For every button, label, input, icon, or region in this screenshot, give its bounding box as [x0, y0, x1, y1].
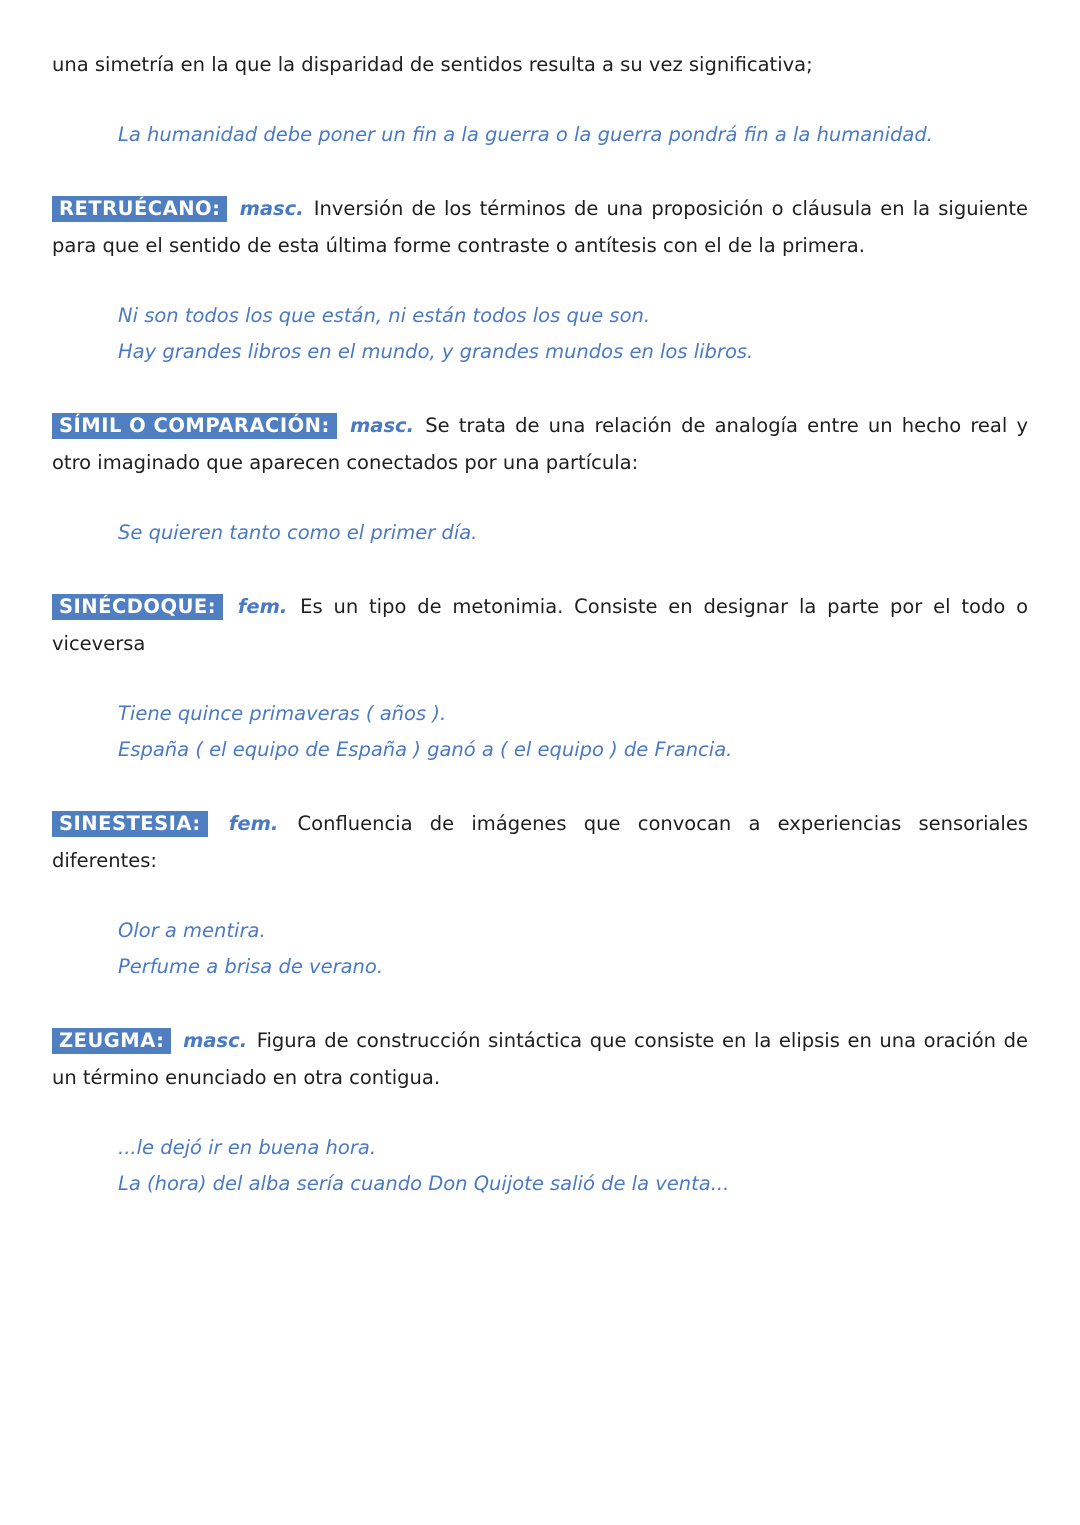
entry-sinestesia	[52, 805, 1028, 985]
examples-list	[118, 298, 1028, 370]
intro-examples	[118, 117, 1028, 153]
entry-paragraph	[52, 588, 1028, 662]
entry-simil	[52, 407, 1028, 551]
entry-paragraph	[52, 1022, 1028, 1096]
definition-text: Confluencia de imágenes que convocan a experiencias sensoriales diferentes:	[52, 812, 1029, 872]
example-line: La humanidad debe poner un fin a la guerra o la guerra pondrá fin a la humanidad.	[118, 123, 933, 146]
term-label: SINÉCDOQUE:	[52, 594, 223, 620]
entry-zeugma	[52, 1022, 1028, 1202]
examples-list	[118, 1130, 1028, 1202]
examples-list	[118, 913, 1028, 985]
definition-text: Se trata de una relación de analogía entre un hecho real y otro imaginado que aparecen conectados por una partícula:	[52, 414, 1028, 474]
gender-label: masc.	[349, 414, 415, 437]
example-line: España ( el equipo de España ) ganó a ( el equipo ) de Francia.	[118, 738, 733, 761]
term-label: SINESTESIA:	[52, 811, 208, 837]
entry-paragraph	[52, 805, 1028, 879]
entry-paragraph	[52, 190, 1028, 264]
document-page	[52, 46, 1028, 1239]
definition-text: Figura de construcción sintáctica que consiste en la elipsis en una oración de un término enunciado en otra contigua.	[52, 1029, 1028, 1089]
example-line: Tiene quince primaveras ( años ).	[118, 702, 447, 725]
entry-sinecdoque	[52, 588, 1028, 768]
definition-text: Inversión de los términos de una proposición o cláusula en la siguiente para que el sentido de esta última forme contraste o antítesis con el de la primera.	[52, 197, 1028, 257]
definition-text: Es un tipo de metonimia. Consiste en designar la parte por el todo o viceversa	[52, 595, 1029, 655]
examples-list	[118, 696, 1028, 768]
example-line: Ni son todos los que están, ni están todos los que son.	[118, 304, 651, 327]
example-line: Olor a mentira.	[118, 919, 266, 942]
example-line: ...le dejó ir en buena hora.	[118, 1136, 377, 1159]
intro-text: una simetría en la que la disparidad de sentidos resulta a su vez significativa;	[52, 53, 813, 76]
example-line: Se quieren tanto como el primer día.	[118, 521, 478, 544]
gender-label: fem.	[228, 812, 279, 835]
term-label: RETRUÉCANO:	[52, 196, 227, 222]
gender-label: fem.	[237, 595, 288, 618]
examples-list	[118, 515, 1028, 551]
term-label: ZEUGMA:	[52, 1028, 171, 1054]
entry-retruecano	[52, 190, 1028, 370]
term-label: SÍMIL O COMPARACIÓN:	[52, 413, 337, 439]
gender-label: masc.	[239, 197, 304, 220]
gender-label: masc.	[183, 1029, 248, 1052]
entry-paragraph	[52, 407, 1028, 481]
example-line: Perfume a brisa de verano.	[118, 955, 384, 978]
example-line: La (hora) del alba sería cuando Don Quijote salió de la venta...	[118, 1172, 730, 1195]
example-line: Hay grandes libros en el mundo, y grandes mundos en los libros.	[118, 340, 754, 363]
